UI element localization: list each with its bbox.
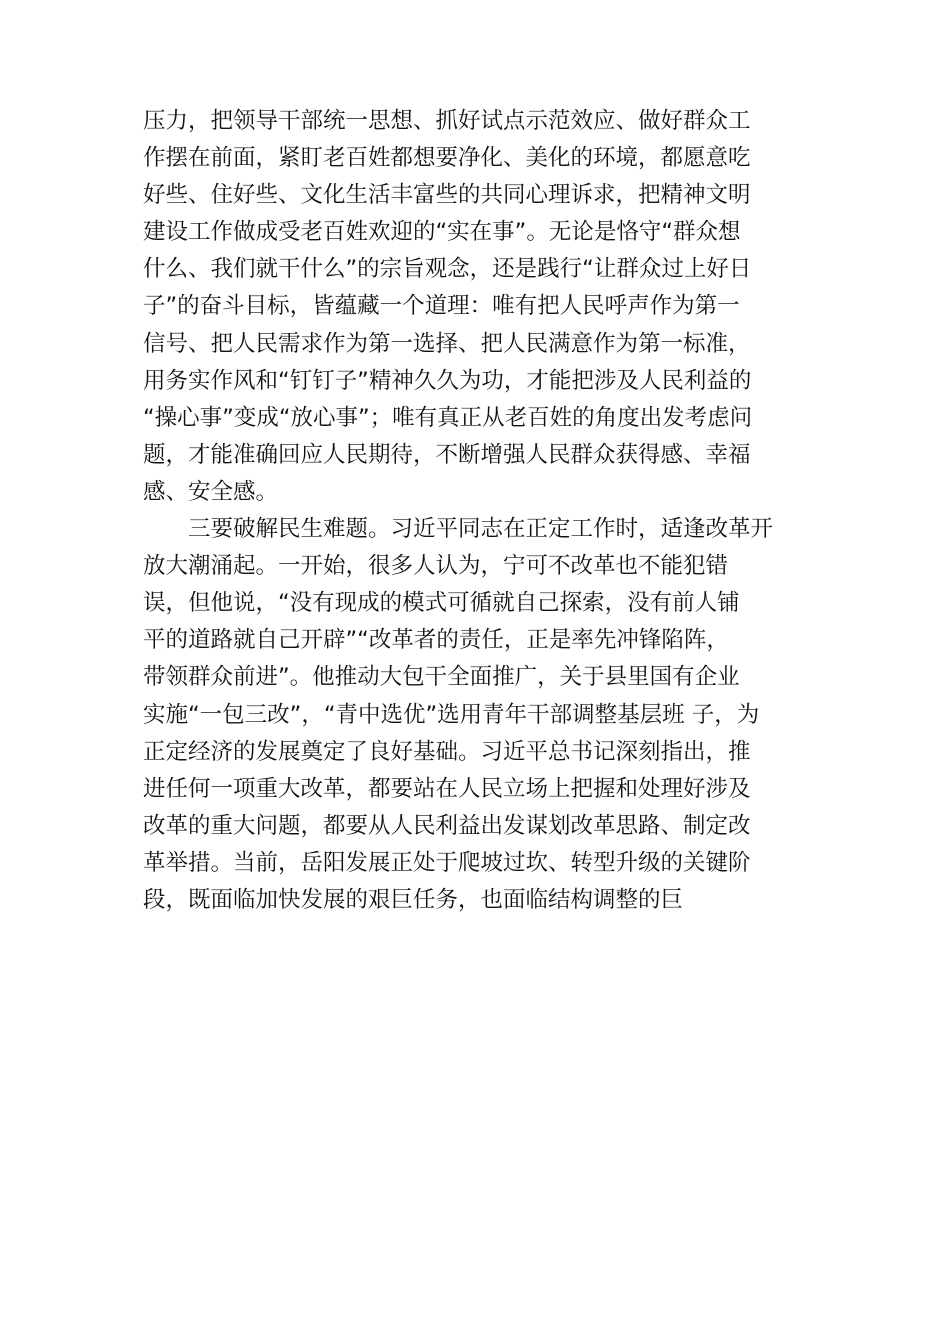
text-line: 平的道路就自己开辟”“改革者的责任，正是率先冲锋陷阵， xyxy=(143,627,729,654)
text-line: 三要破解民生难题。习近平同志在正定工作时，适逢改革开 xyxy=(143,516,774,543)
text-line: 段，既面临加快发展的艰巨任务，也面临结构调整的巨 xyxy=(143,886,684,913)
text-line: 误，但他说，“没有现成的模式可循就自己探索，没有前人铺 xyxy=(143,590,740,617)
text-line: 建设工作做成受老百姓欢迎的“实在事”。无论是恪守“群众想 xyxy=(143,219,741,246)
paragraph-2 xyxy=(143,511,803,919)
text-line: 压力，把领导干部统一思想、抓好试点示范效应、做好群众工 xyxy=(143,108,751,134)
text-line: 带领群众前进”。他推动大包干全面推广，关于县里国有企业 xyxy=(143,664,740,691)
text-line: 好些、住好些、文化生活丰富些的共同心理诉求，把精神文明 xyxy=(143,182,751,209)
text-line: 放大潮涌起。一开始，很多人认为，宁可不改革也不能犯错 xyxy=(143,553,729,580)
text-line: 作摆在前面，紧盯老百姓都想要净化、美化的环境，都愿意吃 xyxy=(143,145,751,172)
text-line: 改革的重大问题，都要从人民利益出发谋划改革思路、制定改 xyxy=(143,812,751,839)
text-line: 感、安全感。 xyxy=(143,478,279,505)
text-line: 子”的奋斗目标，皆蕴藏一个道理：唯有把人民呼声作为第一 xyxy=(143,293,740,320)
text-line: 什么、我们就干什么”的宗旨观念，还是践行“让群众过上好日 xyxy=(143,256,752,283)
text-line: 信号、把人民需求作为第一选择、把人民满意作为第一标准， xyxy=(143,330,751,357)
text-line: 正定经济的发展奠定了良好基础。习近平总书记深刻指出，推 xyxy=(143,738,751,765)
text-line: 用务实作风和“钉钉子”精神久久为功，才能把涉及人民利益的 xyxy=(143,367,752,394)
text-line: 题，才能准确回应人民期待，不断增强人民群众获得感、幸福 xyxy=(143,441,751,468)
body-text xyxy=(143,103,803,919)
text-line: “操心事”变成“放心事”；唯有真正从老百姓的角度出发考虑问 xyxy=(143,404,753,431)
paragraph-1 xyxy=(143,103,803,511)
text-line: 进任何一项重大改革，都要站在人民立场上把握和处理好涉及 xyxy=(143,775,751,802)
text-line: 实施“一包三改”，“青中选优”选用青年干部调整基层班 子，为 xyxy=(143,701,760,728)
text-line: 革举措。当前，岳阳发展正处于爬坡过坎、转型升级的关键阶 xyxy=(143,849,751,876)
